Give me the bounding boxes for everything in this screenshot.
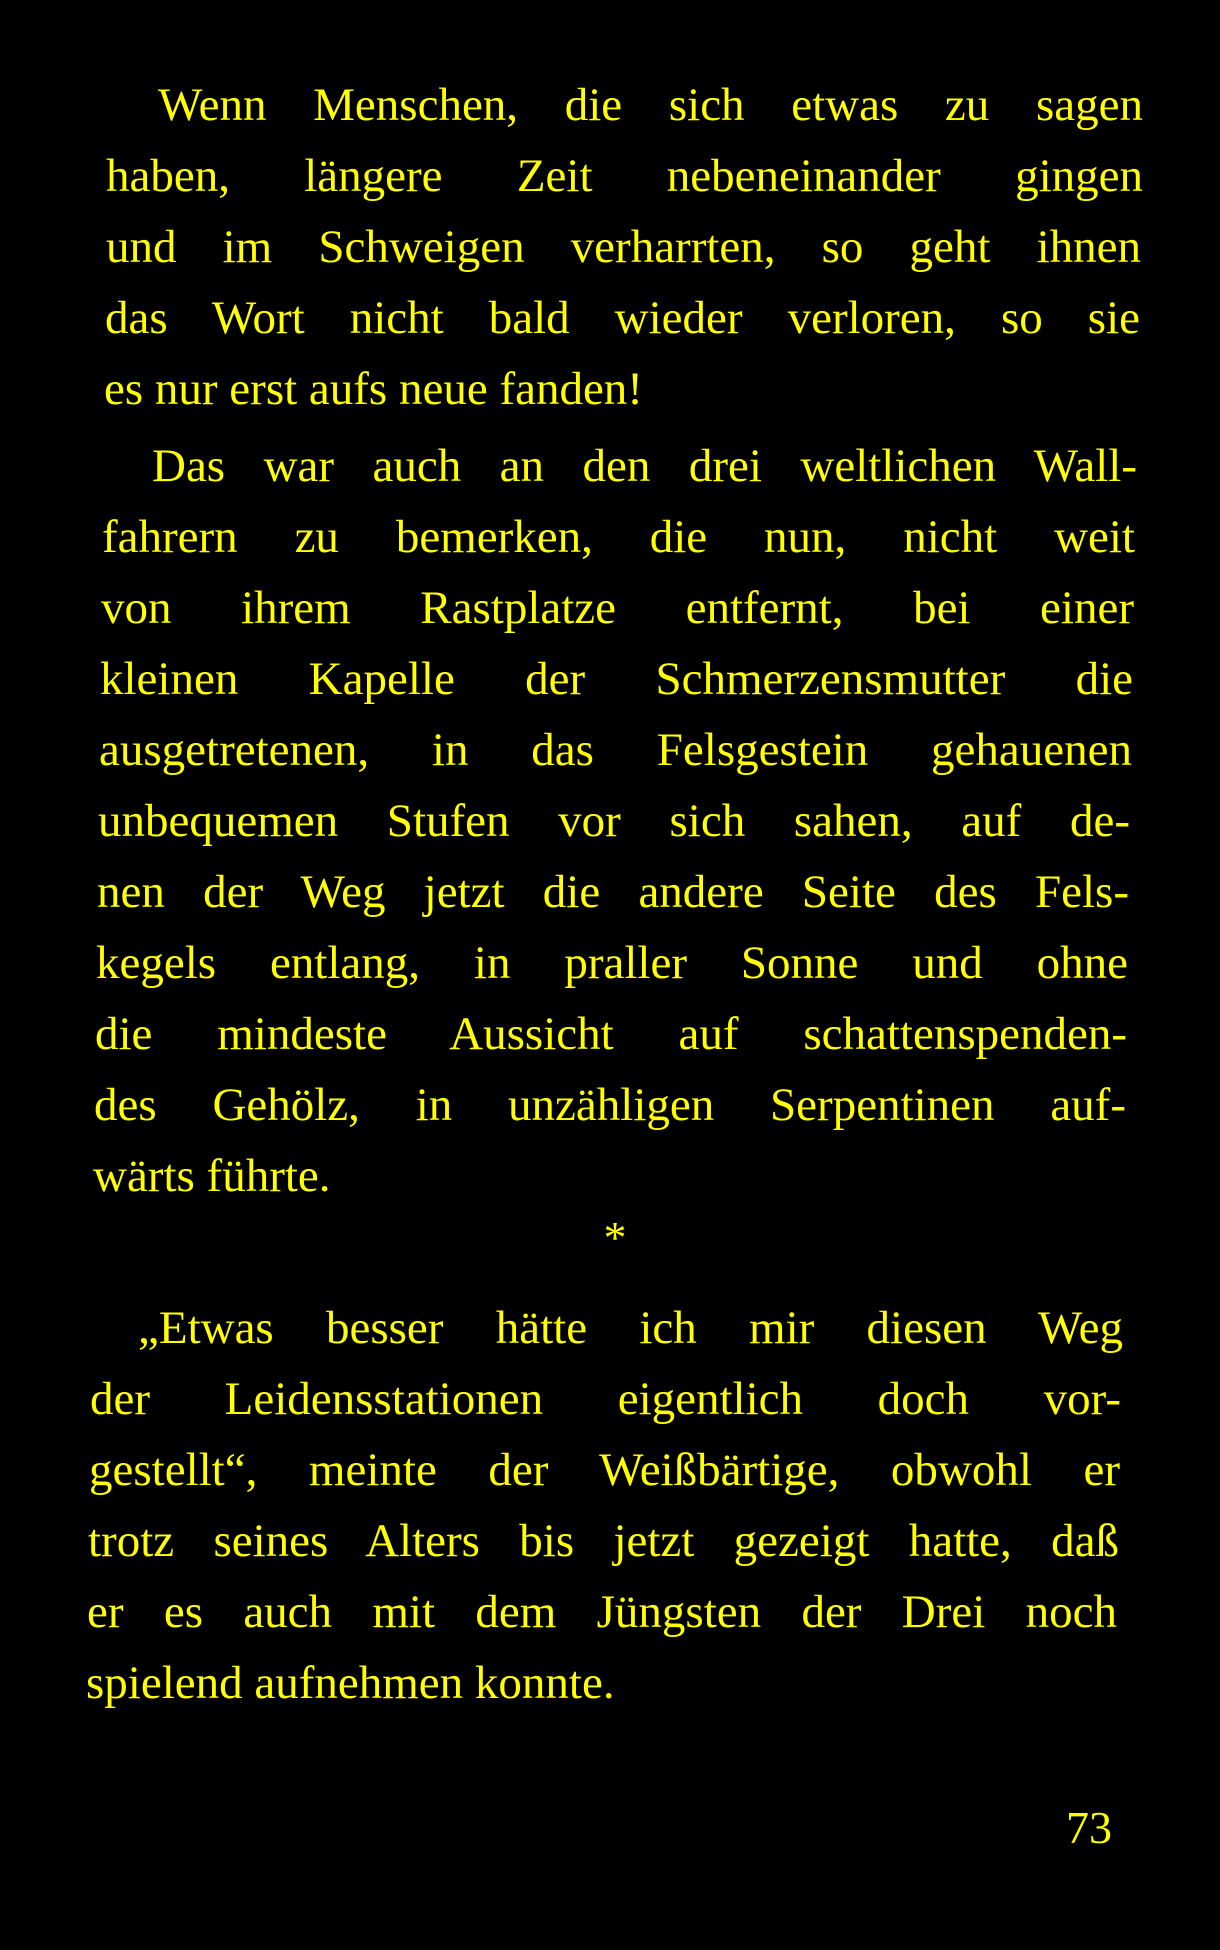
page-number: 73 — [1066, 1802, 1112, 1853]
paragraph-2-line-2: fahrern zu bemerken, die nun, nicht weit — [102, 511, 1135, 563]
paragraph-1-line-5: es nur erst aufs neue fanden! — [104, 363, 643, 415]
paragraph-3-line-3: gestellt“, meinte der Weißbärtige, obwohl er — [89, 1444, 1120, 1496]
paragraph-3-line-2: der Leidensstationen eigentlich doch vor- — [90, 1373, 1121, 1425]
paragraph-1-line-4: das Wort nicht bald wieder verloren, so sie — [105, 292, 1140, 344]
paragraph-2-line-10: des Gehölz, in unzähligen Serpentinen auf- — [94, 1079, 1126, 1131]
paragraph-2-line-9: die mindeste Aussicht auf schattenspenden- — [95, 1008, 1127, 1060]
paragraph-2-line-1: Das war auch an den drei weltlichen Wall- — [152, 440, 1137, 492]
paragraph-3-line-1: „Etwas besser hätte ich mir diesen Weg — [138, 1302, 1123, 1354]
section-separator: * — [603, 1212, 627, 1263]
paragraph-2-line-7: nen der Weg jetzt die andere Seite des Fels- — [97, 866, 1129, 918]
paragraph-1-line-3: und im Schweigen verharrten, so geht ihnen — [106, 221, 1141, 273]
paragraph-2-line-3: von ihrem Rastplatze entfernt, bei einer — [101, 582, 1134, 634]
paragraph-3-line-5: er es auch mit dem Jüngsten der Drei noch — [87, 1586, 1117, 1638]
paragraph-3-line-4: trotz seines Alters bis jetzt gezeigt hatte, daß — [88, 1515, 1119, 1567]
paragraph-1-line-1: Wenn Menschen, die sich etwas zu sagen — [158, 79, 1143, 131]
paragraph-2-line-6: unbequemen Stufen vor sich sahen, auf de- — [98, 795, 1130, 847]
paragraph-2-line-11: wärts führte. — [93, 1150, 331, 1202]
paragraph-2-line-8: kegels entlang, in praller Sonne und ohne — [96, 937, 1128, 989]
paragraph-2-line-5: ausgetretenen, in das Felsgestein gehauenen — [99, 724, 1132, 776]
paragraph-3-line-6: spielend aufnehmen konnte. — [86, 1657, 615, 1709]
paragraph-1-line-2: haben, längere Zeit nebeneinander gingen — [106, 150, 1143, 202]
paragraph-2-line-4: kleinen Kapelle der Schmerzensmutter die — [100, 653, 1133, 705]
